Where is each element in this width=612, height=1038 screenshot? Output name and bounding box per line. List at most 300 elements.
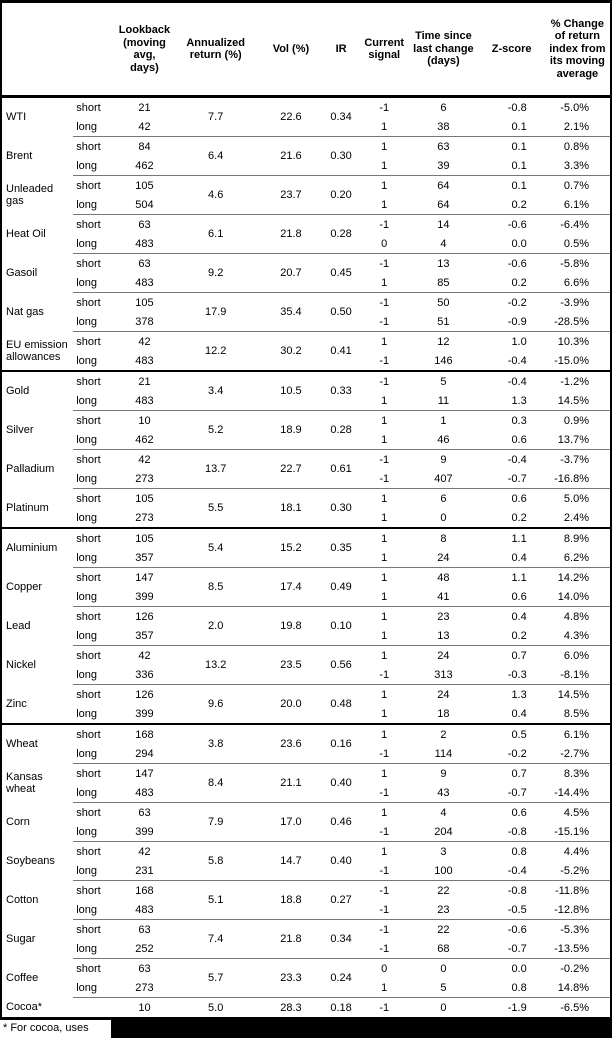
cell-lookback: 168	[117, 724, 171, 744]
cell-horizon: short	[73, 607, 117, 627]
table-row	[1, 568, 611, 588]
cell-lookback: 21	[138, 101, 151, 114]
cell-signal: 1	[360, 685, 408, 705]
cell-pct-change: 13.7%	[557, 433, 589, 446]
cell-time-since-change: 5	[408, 371, 478, 391]
cell-annualized-return: 13.7	[172, 450, 260, 489]
cell-pct-change: -5.0%	[560, 101, 589, 114]
cell-annualized-return: 6.4	[172, 137, 260, 176]
cell-vol: 17.0	[260, 803, 322, 842]
cell-vol: 21.8	[260, 920, 322, 959]
cell-vol: 35.4	[260, 293, 322, 332]
cell-lookback: 63	[117, 920, 171, 940]
cell-pct-change: 14.8%	[557, 981, 589, 994]
cell-signal: -1	[360, 998, 408, 1019]
cell-vol: 22.6	[280, 111, 302, 123]
cell-lookback: 357	[135, 629, 154, 642]
cell-zscore: 0.1	[479, 176, 545, 196]
cell-commodity: EU emission allowances	[6, 338, 68, 363]
cell-zscore: -0.6	[479, 254, 545, 274]
cell-signal: 1	[381, 159, 388, 172]
cell-commodity: WTI	[6, 111, 27, 124]
cell-commodity: Kansas wheat	[6, 771, 43, 795]
cell-pct-change: 8.9%	[545, 528, 611, 548]
cell-pct-change: 6.1%	[545, 724, 611, 744]
cell-horizon: short	[73, 176, 117, 196]
cell-ir: 0.40	[322, 764, 360, 803]
cell-ir: 0.46	[322, 803, 360, 842]
cell-pct-change: -11.8%	[545, 881, 611, 901]
cell-horizon: long	[76, 551, 98, 564]
cell-pct-change: 10.3%	[545, 332, 611, 352]
cell-pct-change: -2.7%	[560, 747, 589, 760]
cell-zscore: 0.6	[511, 590, 527, 603]
cell-lookback: 462	[135, 433, 154, 446]
cell-horizon: short	[73, 528, 117, 548]
table-row	[1, 450, 611, 470]
cell-lookback: 63	[117, 254, 171, 274]
cell-time-since-change: 6	[408, 489, 478, 509]
cell-horizon: short	[73, 332, 117, 352]
cell-time-since-change: 11	[437, 394, 450, 407]
cell-pct-change: 14.5%	[557, 394, 589, 407]
cell-time-since-change: 18	[437, 707, 450, 720]
cell-commodity: Unleaded gas	[6, 183, 54, 207]
cell-pct-change: -1.2%	[545, 371, 611, 391]
cell-time-since-change: 114	[434, 747, 453, 760]
cell-horizon: long	[76, 707, 98, 720]
cell-lookback: 105	[117, 293, 171, 313]
cell-lookback: 483	[135, 394, 154, 407]
cell-horizon: long	[76, 825, 98, 838]
table-header	[1, 2, 611, 97]
cell-time-since-change: 313	[434, 668, 453, 681]
cell-commodity: Copper	[6, 581, 43, 593]
cell-commodity: Cocoa*	[6, 1001, 43, 1014]
cell-zscore: 0.6	[479, 489, 545, 509]
cell-ir: 0.41	[322, 332, 360, 372]
cell-signal: 1	[360, 332, 408, 352]
cell-lookback: 63	[117, 215, 171, 235]
cell-signal: -1	[360, 920, 408, 940]
cell-time-since-change: 24	[408, 646, 478, 666]
cell-horizon: short	[73, 685, 117, 705]
cell-zscore: 0.0	[479, 959, 545, 979]
cell-horizon: long	[76, 629, 98, 642]
cell-signal: 1	[360, 568, 408, 588]
cell-signal: 1	[360, 764, 408, 784]
cell-time-since-change: 204	[434, 825, 453, 838]
cell-zscore: -0.8	[507, 825, 527, 838]
cell-lookback: 483	[135, 786, 154, 799]
cell-zscore: 0.4	[511, 551, 527, 564]
cell-lookback: 42	[138, 120, 151, 133]
cell-zscore: -0.3	[507, 668, 527, 681]
cell-pct-change: -6.5%	[545, 998, 611, 1019]
cell-signal: 1	[381, 511, 388, 524]
cell-ir: 0.28	[322, 411, 360, 450]
table-row	[1, 254, 611, 274]
cell-ir: 0.49	[322, 568, 360, 607]
cell-lookback: 399	[135, 590, 154, 603]
cell-signal: -1	[360, 450, 408, 470]
cell-pct-change: -8.1%	[560, 668, 589, 681]
cell-vol: 23.3	[260, 959, 322, 998]
cell-time-since-change: 12	[408, 332, 478, 352]
cell-lookback: 483	[135, 354, 154, 367]
cell-commodity: Aluminium	[1, 528, 73, 568]
cell-horizon: long	[76, 786, 98, 799]
cell-ir: 0.35	[322, 528, 360, 568]
cell-annualized-return: 2.0	[172, 607, 260, 646]
cell-time-since-change: 14	[408, 215, 478, 235]
cell-pct-change: -6.4%	[545, 215, 611, 235]
cell-signal: 1	[381, 276, 388, 289]
cell-time-since-change: 41	[437, 590, 450, 603]
cell-horizon: long	[76, 472, 98, 485]
cell-time-since-change: 43	[437, 786, 450, 799]
cell-vol: 28.3	[260, 998, 322, 1019]
cell-horizon: short	[73, 881, 117, 901]
cell-pct-change: 3.3%	[563, 159, 589, 172]
cell-ir: 0.18	[322, 998, 360, 1019]
cell-vol: 23.5	[260, 646, 322, 685]
cell-signal: -1	[379, 786, 390, 799]
cell-lookback: 273	[135, 472, 154, 485]
cell-horizon: long	[76, 159, 98, 172]
table-row	[1, 842, 611, 862]
cell-signal: 1	[360, 137, 408, 157]
cell-time-since-change: 9	[408, 450, 478, 470]
table-row	[1, 332, 611, 352]
cell-time-since-change: 63	[408, 137, 478, 157]
cell-signal: 1	[360, 411, 408, 431]
cell-signal: 1	[360, 724, 408, 744]
cell-time-since-change: 38	[437, 120, 450, 133]
cell-pct-change: 4.8%	[545, 607, 611, 627]
cell-zscore: 1.1	[479, 528, 545, 548]
cell-pct-change: 4.4%	[545, 842, 611, 862]
cell-pct-change: 0.5%	[563, 237, 589, 250]
cell-lookback: 504	[135, 198, 154, 211]
cell-time-since-change: 39	[437, 159, 450, 172]
cell-signal: -1	[379, 903, 390, 916]
cell-vol: 14.7	[260, 842, 322, 881]
cell-vol: 18.8	[260, 881, 322, 920]
cell-pct-change: -12.8%	[554, 903, 589, 916]
cell-zscore: 0.6	[511, 433, 527, 446]
cell-pct-change: 6.6%	[563, 276, 589, 289]
cell-annualized-return: 7.7	[208, 111, 224, 123]
cell-time-since-change: 0	[408, 959, 478, 979]
cell-vol: 21.8	[260, 215, 322, 254]
cell-ir: 0.30	[322, 137, 360, 176]
cell-zscore: -0.7	[507, 472, 527, 485]
cell-commodity: Gasoil	[6, 267, 38, 279]
cell-lookback: 399	[135, 707, 154, 720]
cell-signal: 1	[381, 629, 388, 642]
cell-horizon: long	[76, 394, 98, 407]
footnote-bar	[0, 1020, 612, 1038]
cell-signal: -1	[379, 472, 390, 485]
cell-pct-change: -5.8%	[545, 254, 611, 274]
cell-horizon: long	[76, 237, 98, 250]
cell-horizon: short	[73, 450, 117, 470]
cell-vol: 22.7	[260, 450, 322, 489]
cell-vol: 20.7	[260, 254, 322, 293]
cell-annualized-return: 8.5	[172, 568, 260, 607]
cell-ir: 0.56	[322, 646, 360, 685]
cell-time-since-change: 6	[440, 101, 447, 114]
cell-zscore: 0.6	[479, 803, 545, 823]
cell-vol: 23.6	[260, 724, 322, 764]
cell-zscore: -0.5	[507, 903, 527, 916]
cell-time-since-change: 22	[408, 920, 478, 940]
cell-lookback: 399	[135, 825, 154, 838]
cell-annualized-return: 9.6	[172, 685, 260, 725]
cell-zscore: -1.9	[479, 998, 545, 1019]
cell-zscore: -0.2	[507, 747, 527, 760]
cell-horizon: long	[76, 903, 98, 916]
cell-annualized-return: 13.2	[172, 646, 260, 685]
cell-horizon: long	[76, 864, 98, 877]
cell-zscore: -0.6	[479, 215, 545, 235]
cell-commodity: Silver	[6, 424, 34, 436]
cell-pct-change: 6.0%	[545, 646, 611, 666]
cell-signal: 1	[360, 176, 408, 196]
cell-zscore: 0.0	[511, 237, 527, 250]
cell-vol: 17.4	[260, 568, 322, 607]
cell-signal: 1	[360, 842, 408, 862]
cell-lookback: 147	[117, 764, 171, 784]
cell-pct-change: -15.0%	[554, 354, 589, 367]
cell-horizon: short	[73, 959, 117, 979]
cell-lookback: 336	[135, 668, 154, 681]
cell-lookback: 126	[117, 607, 171, 627]
cell-zscore: 0.1	[511, 159, 527, 172]
cell-signal: -1	[379, 747, 390, 760]
cell-signal: -1	[379, 942, 390, 955]
cell-zscore: -0.2	[479, 293, 545, 313]
cell-ir: 0.34	[322, 920, 360, 959]
cell-commodity: Coffee	[6, 972, 39, 984]
cell-signal: -1	[360, 371, 408, 391]
cell-time-since-change: 22	[408, 881, 478, 901]
cell-signal: 1	[381, 394, 388, 407]
table-row	[1, 764, 611, 784]
cell-time-since-change: 8	[408, 528, 478, 548]
cell-horizon: short	[73, 411, 117, 431]
table-row	[1, 215, 611, 235]
column-header: Z-score	[479, 2, 545, 97]
cell-lookback: 42	[117, 842, 171, 862]
cell-lookback: 462	[135, 159, 154, 172]
cell-horizon: long	[76, 276, 98, 289]
cell-horizon: long	[76, 354, 98, 367]
cell-pct-change: 0.9%	[545, 411, 611, 431]
column-header: Current signal	[360, 2, 408, 97]
cell-vol: 10.5	[260, 371, 322, 411]
cell-horizon: long	[76, 511, 98, 524]
cell-commodity: Nickel	[6, 659, 36, 671]
cell-time-since-change: 85	[437, 276, 450, 289]
cell-time-since-change: 23	[408, 607, 478, 627]
cell-time-since-change: 2	[408, 724, 478, 744]
cell-zscore: -0.8	[479, 881, 545, 901]
table-row	[1, 411, 611, 431]
cell-time-since-change: 50	[408, 293, 478, 313]
cell-annualized-return: 5.1	[172, 881, 260, 920]
cell-zscore: 0.1	[511, 120, 527, 133]
cell-pct-change: -0.2%	[545, 959, 611, 979]
cell-lookback: 42	[117, 332, 171, 352]
cell-horizon: long	[76, 747, 98, 760]
table-row	[1, 528, 611, 548]
cell-pct-change: 14.5%	[545, 685, 611, 705]
cell-commodity: Wheat	[1, 724, 73, 764]
cell-time-since-change: 51	[437, 315, 450, 328]
cell-pct-change: 14.0%	[557, 590, 589, 603]
table-row	[1, 371, 611, 391]
cell-lookback: 294	[135, 747, 154, 760]
cell-vol: 15.2	[260, 528, 322, 568]
table-row	[1, 998, 611, 1019]
cell-signal: -1	[360, 293, 408, 313]
cell-horizon: long	[76, 981, 98, 994]
cell-zscore: -0.4	[479, 371, 545, 391]
cell-zscore: -0.7	[507, 786, 527, 799]
table-row	[1, 920, 611, 940]
cell-signal: -1	[360, 254, 408, 274]
cell-ir: 0.28	[322, 215, 360, 254]
cell-commodity: Sugar	[6, 933, 36, 945]
cell-ir: 0.30	[322, 489, 360, 529]
cell-horizon: long	[76, 315, 98, 328]
cell-time-since-change: 13	[408, 254, 478, 274]
cell-pct-change: 2.1%	[563, 120, 589, 133]
table-row	[1, 646, 611, 666]
cell-pct-change: -5.3%	[545, 920, 611, 940]
cell-lookback: 63	[117, 803, 171, 823]
cell-horizon: short	[73, 254, 117, 274]
column-header: % Change of return index from its moving average	[545, 2, 611, 97]
table-row	[1, 293, 611, 313]
cell-zscore: 0.4	[479, 607, 545, 627]
cell-annualized-return: 5.2	[172, 411, 260, 450]
table-row	[1, 959, 611, 979]
cell-annualized-return: 5.7	[172, 959, 260, 998]
cell-horizon: short	[73, 137, 117, 157]
cell-commodity: Heat Oil	[6, 228, 46, 240]
cell-pct-change: -14.4%	[554, 786, 589, 799]
cell-time-since-change: 9	[408, 764, 478, 784]
cell-annualized-return: 5.4	[172, 528, 260, 568]
cell-horizon: short	[73, 489, 117, 509]
cell-horizon: short	[73, 215, 117, 235]
cell-time-since-change: 1	[408, 411, 478, 431]
cell-zscore: 0.2	[511, 629, 527, 642]
cell-annualized-return: 5.0	[172, 998, 260, 1019]
cell-time-since-change: 407	[434, 472, 453, 485]
cell-ir: 0.50	[322, 293, 360, 332]
cell-lookback: 147	[117, 568, 171, 588]
cell-signal: -1	[379, 315, 390, 328]
cell-pct-change: 6.2%	[563, 551, 589, 564]
cell-signal: 1	[360, 607, 408, 627]
cell-time-since-change: 5	[440, 981, 447, 994]
cell-pct-change: 14.2%	[545, 568, 611, 588]
cell-vol: 19.8	[260, 607, 322, 646]
cell-vol: 18.1	[260, 489, 322, 529]
cell-horizon: long	[76, 590, 98, 603]
cell-pct-change: -16.8%	[554, 472, 589, 485]
cell-pct-change: 0.7%	[545, 176, 611, 196]
cell-lookback: 378	[135, 315, 154, 328]
cell-ir: 0.27	[322, 881, 360, 920]
cell-commodity: Nat gas	[6, 306, 44, 318]
cell-pct-change: -15.1%	[554, 825, 589, 838]
cell-commodity: Palladium	[6, 463, 55, 475]
cell-annualized-return: 9.2	[172, 254, 260, 293]
cell-annualized-return: 5.8	[172, 842, 260, 881]
cell-ir: 0.34	[330, 111, 352, 123]
table-row	[1, 803, 611, 823]
cell-time-since-change: 4	[440, 237, 447, 250]
cell-horizon: long	[76, 942, 98, 955]
table-row	[1, 685, 611, 705]
cell-horizon: short	[73, 724, 117, 744]
column-header: Annualized return (%)	[172, 2, 260, 97]
column-header	[1, 2, 117, 97]
cell-horizon: short	[73, 646, 117, 666]
cell-zscore: 0.4	[511, 707, 527, 720]
cell-lookback: 84	[117, 137, 171, 157]
cell-ir: 0.16	[322, 724, 360, 764]
cell-lookback: 10	[117, 411, 171, 431]
cell-commodity: Corn	[6, 816, 30, 828]
cell-time-since-change: 0	[408, 998, 478, 1019]
cell-annualized-return: 5.5	[172, 489, 260, 529]
table-row	[1, 137, 611, 157]
cell-horizon	[73, 998, 117, 1019]
cell-annualized-return: 7.9	[172, 803, 260, 842]
cell-pct-change: 4.3%	[563, 629, 589, 642]
footnote: * For cocoa, uses	[0, 1020, 113, 1038]
cell-ir: 0.61	[322, 450, 360, 489]
cell-lookback: 273	[135, 511, 154, 524]
column-header: Time since last change (days)	[408, 2, 478, 97]
cell-signal: 1	[381, 433, 388, 446]
table-row	[1, 607, 611, 627]
cell-ir: 0.10	[322, 607, 360, 646]
cell-horizon: short	[73, 842, 117, 862]
cell-signal: 0	[381, 237, 388, 250]
cell-pct-change: -3.9%	[545, 293, 611, 313]
cell-ir: 0.45	[322, 254, 360, 293]
cell-lookback: 483	[135, 276, 154, 289]
cell-horizon: long	[76, 198, 98, 211]
cell-time-since-change: 146	[434, 354, 453, 367]
cell-zscore: 0.8	[479, 842, 545, 862]
cell-signal: 1	[381, 120, 388, 133]
cell-zscore: -0.7	[507, 942, 527, 955]
cell-horizon: short	[73, 568, 117, 588]
cell-horizon: long	[76, 433, 98, 446]
cell-commodity: Zinc	[6, 697, 27, 710]
cell-time-since-change: 46	[437, 433, 450, 446]
cell-lookback: 252	[135, 942, 154, 955]
cell-lookback: 231	[135, 864, 154, 877]
